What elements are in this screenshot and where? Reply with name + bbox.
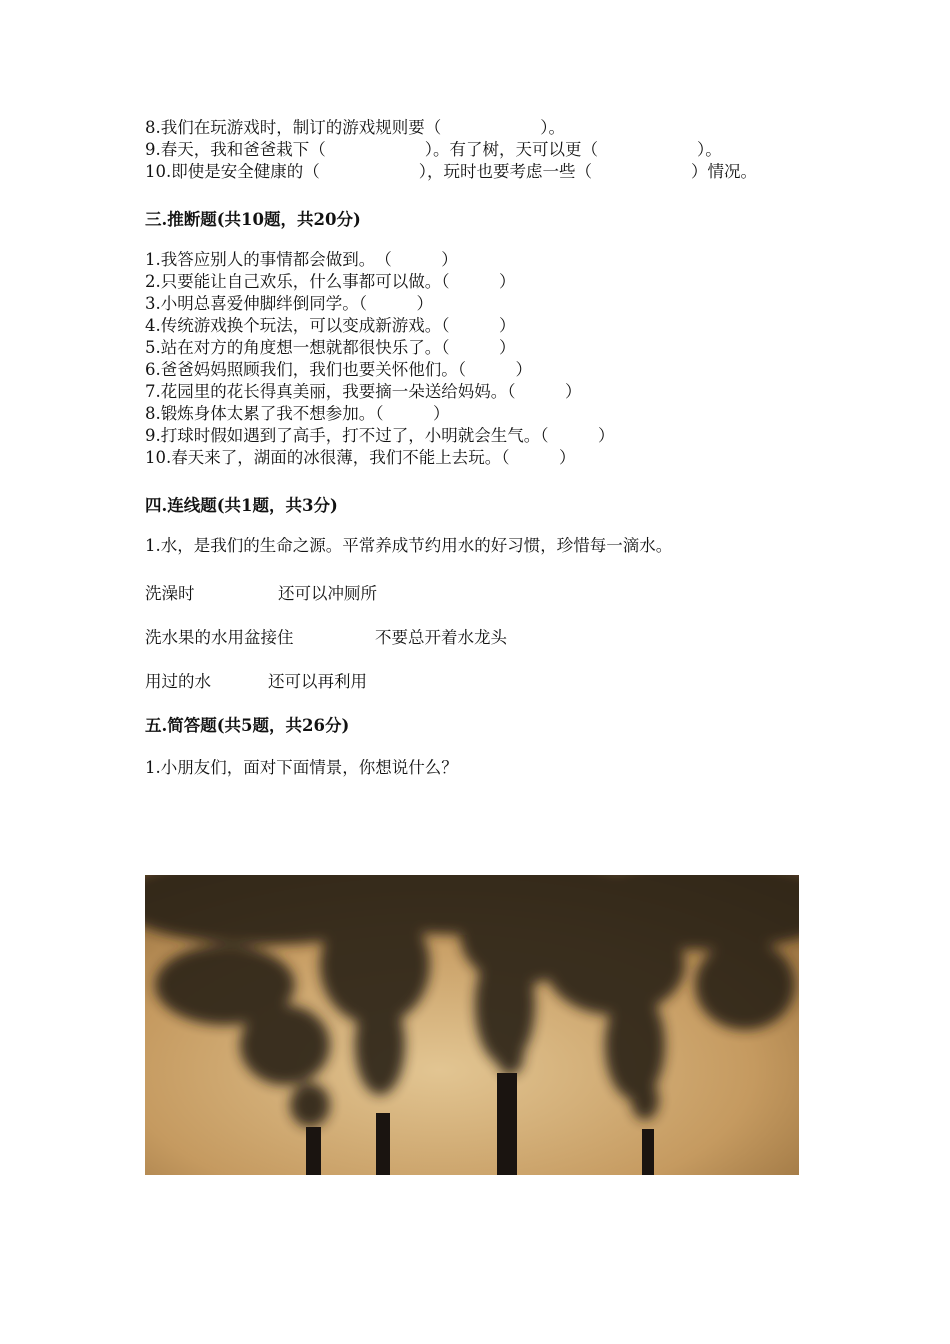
match-left-1: 洗澡时 (145, 584, 195, 603)
judge-item-9: 9.打球时假如遇到了高手，打不过了，小明就会生气。（ ） (145, 426, 615, 445)
judge-item-3: 3.小明总喜爱伸脚绊倒同学。（ ） (145, 294, 433, 313)
match-left-2: 洗水果的水用盆接住 (145, 628, 294, 647)
match-right-2: 不要总开着水龙头 (375, 628, 507, 647)
judge-item-2: 2.只要能让自己欢乐，什么事都可以做。（ ） (145, 272, 516, 291)
answer-question: 1.小朋友们，面对下面情景，你想说什么？ (145, 758, 458, 777)
section3-title: 三.推断题(共10题，共20分) (145, 210, 361, 229)
judge-item-7: 7.花园里的花长得真美丽，我要摘一朵送给妈妈。（ ） (145, 382, 582, 401)
match-left-3: 用过的水 (145, 672, 211, 691)
smokestack-pollution-image (145, 875, 799, 1175)
match-right-3: 还可以再利用 (268, 672, 367, 691)
match-question: 1.水，是我们的生命之源。平常养成节约用水的好习惯，珍惜每一滴水。 (145, 536, 673, 555)
fill-item-10: 10.即使是安全健康的（ ），玩时也要考虑一些（ ）情况。 (145, 162, 757, 181)
judge-item-10: 10.春天来了，湖面的冰很薄，我们不能上去玩。（ ） (145, 448, 576, 467)
judge-item-5: 5.站在对方的角度想一想就都很快乐了。（ ） (145, 338, 516, 357)
fill-item-9: 9.春天，我和爸爸栽下（ ）。有了树，天可以更（ ）。 (145, 140, 722, 159)
judge-item-6: 6.爸爸妈妈照顾我们，我们也要关怀他们。（ ） (145, 360, 532, 379)
match-right-1: 还可以冲厕所 (278, 584, 377, 603)
fill-item-8: 8.我们在玩游戏时，制订的游戏规则要（ ）。 (145, 118, 565, 137)
judge-item-8: 8.锻炼身体太累了我不想参加。（ ） (145, 404, 450, 423)
judge-item-4: 4.传统游戏换个玩法，可以变成新游戏。（ ） (145, 316, 516, 335)
judge-item-1: 1.我答应别人的事情都会做到。 （ ） (145, 250, 458, 269)
section5-title: 五.简答题(共5题，共26分) (145, 716, 350, 735)
section4-title: 四.连线题(共1题，共3分) (145, 496, 338, 515)
